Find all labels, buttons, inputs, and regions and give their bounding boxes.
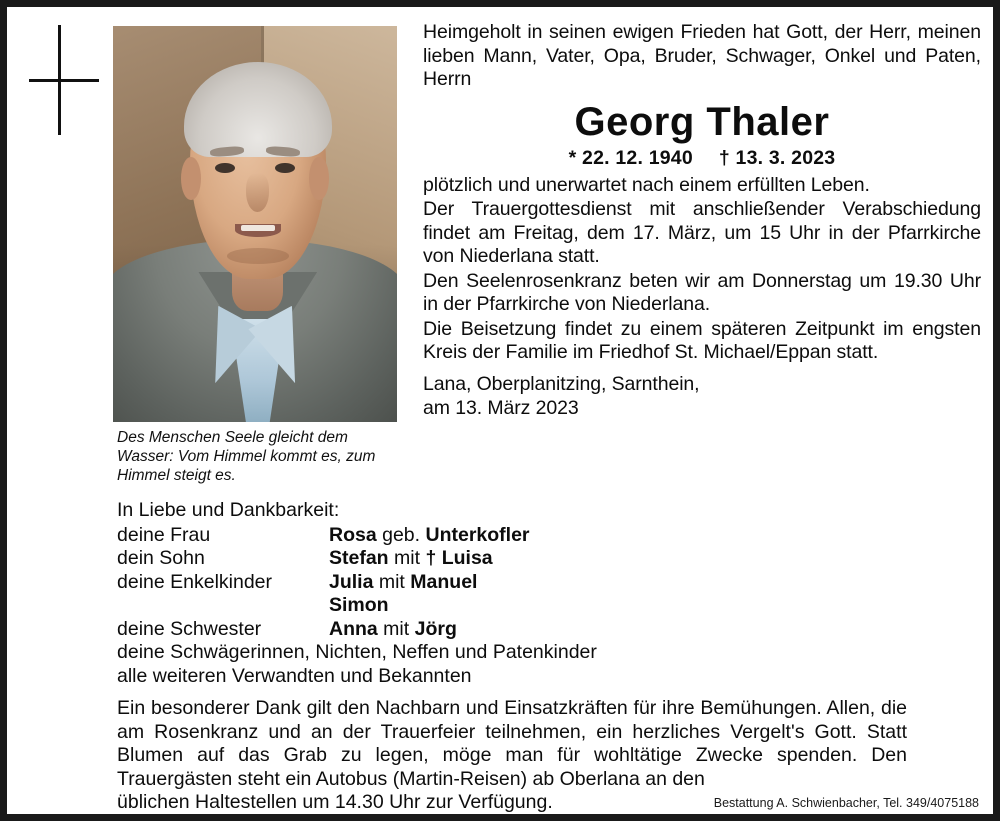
sudden-death-line: plötzlich und unerwartet nach einem erfüllten Leben.: [423, 173, 870, 196]
rosary-paragraph: Den Seelenrosenkranz beten wir am Donnerstag um 19.30 Uhr in der Pfarrkirche von Niederlana.: [423, 269, 981, 315]
family-relation: deine Schwester: [117, 617, 262, 640]
family-extra-others: alle weiteren Verwandten und Bekannten: [117, 664, 472, 687]
portrait-teeth: [241, 225, 275, 231]
burial-paragraph: Die Beisetzung findet zu einem späteren Zeitpunkt im engsten Kreis der Familie im Friedhof St. Michael/Eppan statt.: [423, 317, 981, 363]
birth-date: * 22. 12. 1940: [568, 146, 693, 169]
portrait-eye-right: [275, 163, 295, 173]
death-date: † 13. 3. 2023: [718, 146, 836, 169]
deceased-name: Georg Thaler: [574, 99, 830, 144]
funeral-service-paragraph: Der Trauergottesdienst mit anschließender Verabschiedung findet am Freitag, dem 17. März, um 15 Uhr in der Pfarrkirche von Niederlana statt.: [423, 198, 981, 267]
family-relation: deine Frau: [117, 523, 211, 546]
family-lead: In Liebe und Dankbarkeit:: [117, 499, 340, 521]
obituary-text-column: [423, 21, 981, 422]
portrait-ear-left: [181, 157, 201, 201]
family-row: [117, 571, 907, 595]
family-names: Simon: [329, 594, 389, 616]
family-names: Stefan mit † Luisa: [329, 547, 493, 569]
family-relation: deine Enkelkinder: [117, 570, 273, 593]
family-relation: dein Sohn: [117, 547, 205, 569]
family-section: [117, 499, 907, 688]
notice-inner: [7, 7, 993, 814]
family-names: Julia mit Manuel: [329, 570, 478, 593]
funeral-home-credit: Bestattung A. Schwienbacher, Tel. 349/4075188: [713, 796, 979, 810]
cross-icon: [29, 25, 99, 135]
notice-date-line: am 13. März 2023: [423, 397, 579, 419]
places-line: Lana, Oberplanitzing, Sarnthein,: [423, 372, 700, 395]
family-row: [117, 594, 907, 618]
photo-caption: Des Menschen Seele gleicht dem Wasser: Vom Himmel kommt es, zum Himmel steigt es.: [117, 429, 376, 484]
family-rows: [117, 524, 907, 642]
family-row: [117, 524, 907, 548]
cross-horizontal-bar: [29, 79, 99, 82]
family-names: Rosa geb. Unterkofler: [329, 523, 530, 546]
portrait-photo: [113, 26, 397, 422]
family-row: [117, 618, 907, 642]
portrait-ear-right: [309, 157, 329, 201]
spacer: [423, 366, 981, 373]
thanks-paragraph: Ein besonderer Dank gilt den Nachbarn und Einsatzkräften für ihre Bemühungen. Allen, die am Rosenkranz und an der Trauerfeier teilnehmen, ein herzliches Vergelt's Gott. Statt Blumen auf das Grab zu legen, möge man für wohltätige Zwecke spenden. Den Trauergästen steht ein Autobus (Martin-Reisen) ab Oberlana an den: [117, 697, 907, 790]
family-extra-relatives: deine Schwägerinnen, Nichten, Neffen und Patenkinder: [117, 641, 597, 663]
family-names: Anna mit Jörg: [329, 617, 457, 640]
family-row: [117, 547, 907, 571]
intro-paragraph: Heimgeholt in seinen ewigen Frieden hat Gott, der Herr, meinen lieben Mann, Vater, Opa, Bruder, Schwager, Onkel und Paten, Herrn: [423, 21, 981, 90]
portrait-image: [113, 26, 397, 422]
portrait-chin: [227, 248, 289, 264]
portrait-eye-left: [215, 163, 235, 173]
life-dates: [423, 147, 981, 170]
thanks-last-line: üblichen Haltestellen um 14.30 Uhr zur Verfügung.: [117, 791, 553, 813]
